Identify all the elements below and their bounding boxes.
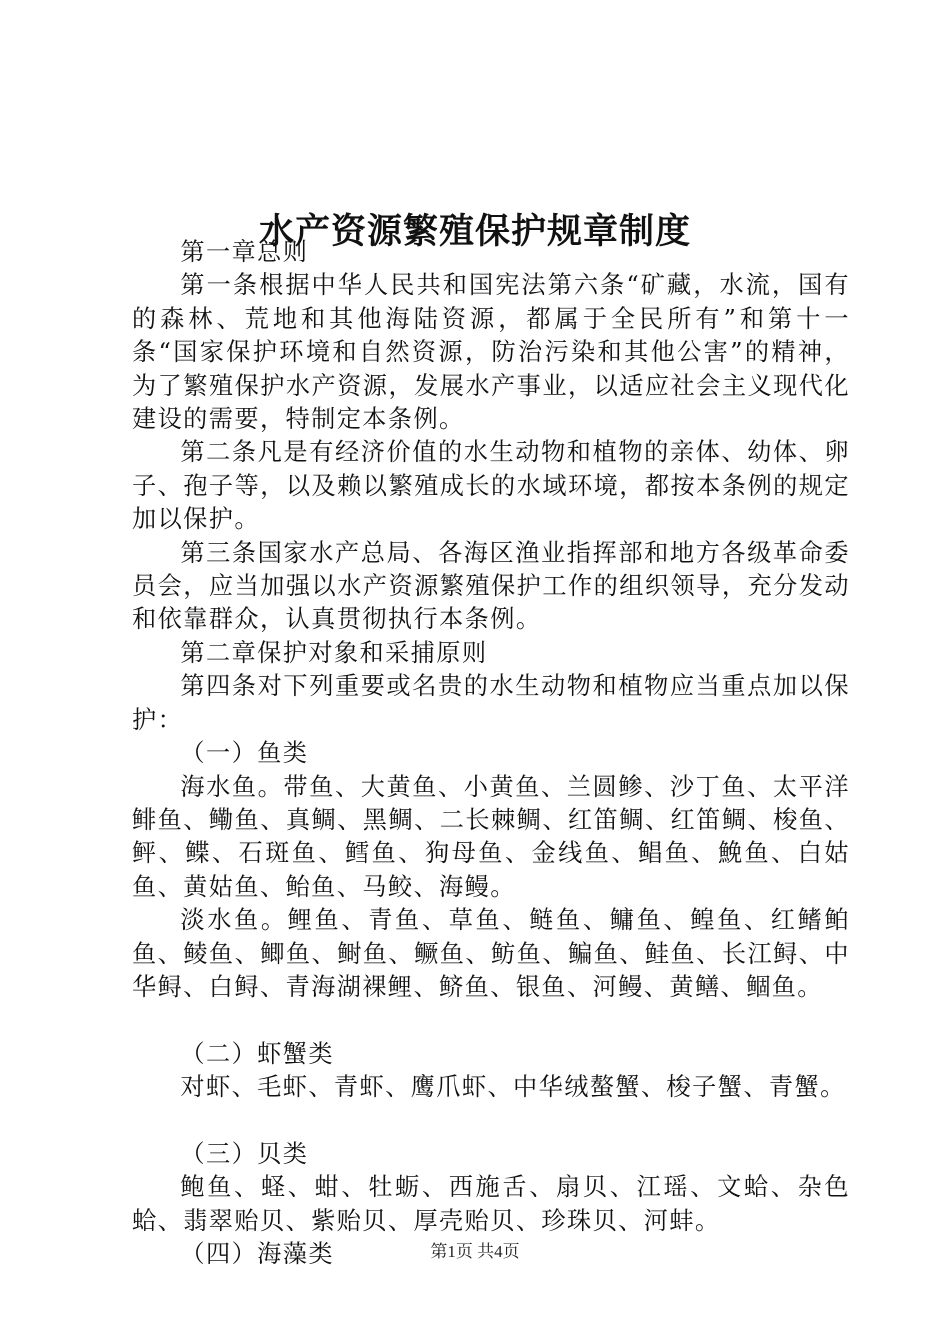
article-paragraph: 第二条凡是有经济价值的水生动物和植物的亲体、幼体、卵子、孢子等，以及赖以繁殖成长的水域环境，都按本条例的规定加以保护。 <box>132 438 850 534</box>
article-paragraph: 第一条根据中华人民共和国宪法第六条“矿藏，水流，国有的森林、荒地和其他海陆资源，都属于全民所有”和第十一条“国家保护环境和自然资源，防治污染和其他公害”的精神，为了繁殖保护水产资源，发展水产事业，以适应社会主义现代化建设的需要，特制定本条例。 <box>132 271 850 434</box>
page-number-footer: 第1页 共4页 <box>430 1242 520 1261</box>
article-paragraph: 第三条国家水产总局、各海区渔业指挥部和地方各级革命委员会，应当加强以水产资源繁殖保护工作的组织领导，充分发动和依靠群众，认真贯彻执行本条例。 <box>132 538 850 634</box>
category-heading: （一）鱼类 <box>180 739 309 768</box>
article-paragraph: 第四条对下列重要或名贵的水生动物和植物应当重点加以保护： <box>132 672 850 734</box>
species-list: 对虾、毛虾、青虾、鹰爪虾、中华绒螯蟹、梭子蟹、青蟹。 <box>180 1073 846 1102</box>
chapter-heading: 第二章保护对象和采捕原则 <box>180 638 488 667</box>
category-heading: （三）贝类 <box>180 1139 309 1168</box>
species-list: 淡水鱼。鲤鱼、青鱼、草鱼、鲢鱼、鳙鱼、鳇鱼、红鳍鲌鱼、鲮鱼、鲫鱼、鲥鱼、鳜鱼、鲂鱼、鳊鱼、鲑鱼、长江鲟、中华鲟、白鲟、青海湖裸鲤、鲚鱼、银鱼、河鳗、黄鳝、鲴鱼。 <box>132 906 850 1001</box>
document-title: 水产资源繁殖保护规章制度 <box>258 211 691 253</box>
category-heading: （四）海藻类 <box>180 1240 334 1269</box>
document-body <box>132 236 850 1272</box>
chapter-heading: 第一章总则 <box>180 238 309 266</box>
species-list: 鲍鱼、蛏、蚶、牡蛎、西施舌、扇贝、江瑶、文蛤、杂色蛤、翡翠贻贝、紫贻贝、厚壳贻贝、珍珠贝、河蚌。 <box>132 1173 850 1235</box>
category-heading: （二）虾蟹类 <box>180 1039 334 1068</box>
species-list: 海水鱼。带鱼、大黄鱼、小黄鱼、兰圆鲹、沙丁鱼、太平洋鲱鱼、鳓鱼、真鲷、黑鲷、二长棘鲷、红笛鲷、红笛鲷、梭鱼、鲆、鲽、石斑鱼、鳕鱼、狗母鱼、金线鱼、鲳鱼、鮸鱼、白姑鱼、黄姑鱼、鲐鱼、马鲛、海鳗。 <box>132 772 850 901</box>
